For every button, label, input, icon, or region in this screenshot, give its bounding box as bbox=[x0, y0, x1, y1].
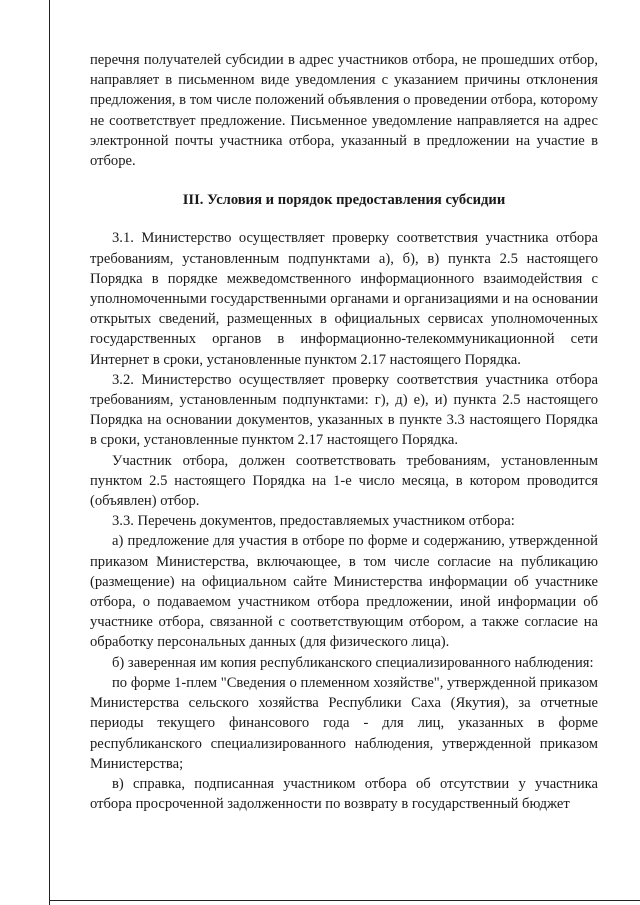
section-heading: III. Условия и порядок предоставления субсидии bbox=[182, 192, 506, 209]
paragraph-item-b: б) заверенная им копия республиканского специализированного наблюдения: bbox=[112, 654, 594, 671]
page-left-border bbox=[49, 0, 50, 905]
paragraph-participant-requirements: Участник отбора, должен соответствовать требованиям, установленным пунктом 2.5 настоящего Порядка на 1-е число месяца, в котором проводится (объявлен) отбор. bbox=[90, 452, 598, 510]
paragraph-3-1: 3.1. Министерство осуществляет проверку соответствия участника отбора требованиям, установленным подпунктами а), б), в) пункта 2.5 настоящего Порядка в порядке межведомственного информационного взаимодействия с уполномоченными государственными органами и организациями и на основании открытых сведений, размещенных в официальных сервисах уполномоченных государственных органов в информационно-телекоммуникационной сети Интернет в сроки, установленные пунктом 2.17 настоящего Порядка. bbox=[90, 230, 598, 368]
document-page bbox=[90, 50, 598, 814]
paragraph-item-a: а) предложение для участия в отборе по форме и содержанию, утвержденной приказом Министерства, включающее, в том числе согласие на публикацию (размещение) на официальном сайте Министерства информации об участнике отбора, о подаваемом участником отбора предложении, иной информации об участнике отбора, связанной с соответствующим отбором, а также согласие на обработку персональных данных (для физического лица). bbox=[90, 533, 598, 651]
page-bottom-border bbox=[49, 900, 640, 901]
paragraph-item-v: в) справка, подписанная участником отбора об отсутствии у участника отбора просроченной задолженности по возврату в государственный бюджет bbox=[90, 775, 598, 813]
paragraph-3-3: 3.3. Перечень документов, предоставляемых участником отбора: bbox=[112, 513, 515, 530]
paragraph-3-2: 3.2. Министерство осуществляет проверку соответствия участника отбора требованиям, установленным подпунктами: г), д) е), и) пункта 2.5 настоящего Порядка на основании документов, указанных в пункте 3.3 настоящего Порядка в сроки, установленные пунктом 2.17 настоящего Порядка. bbox=[90, 371, 598, 449]
paragraph-continuation: перечня получателей субсидии в адрес участников отбора, не прошедших отбор, направляет в письменном виде уведомления с указанием причины отклонения предложения, в том числе положений объявления о проведении отбора, которому не соответствует предложение. Письменное уведомление направляется на адрес электронной почты участника отбора, указанный в предложении на участие в отборе. bbox=[90, 52, 598, 170]
paragraph-form-1-plem: по форме 1-плем "Сведения о племенном хозяйстве", утвержденной приказом Министерства сельского хозяйства Республики Саха (Якутия), за отчетные периоды текущего финансового года - для лиц, указанных в форме республиканского специализированного наблюдения, утвержденной приказом Министерства; bbox=[90, 674, 598, 772]
